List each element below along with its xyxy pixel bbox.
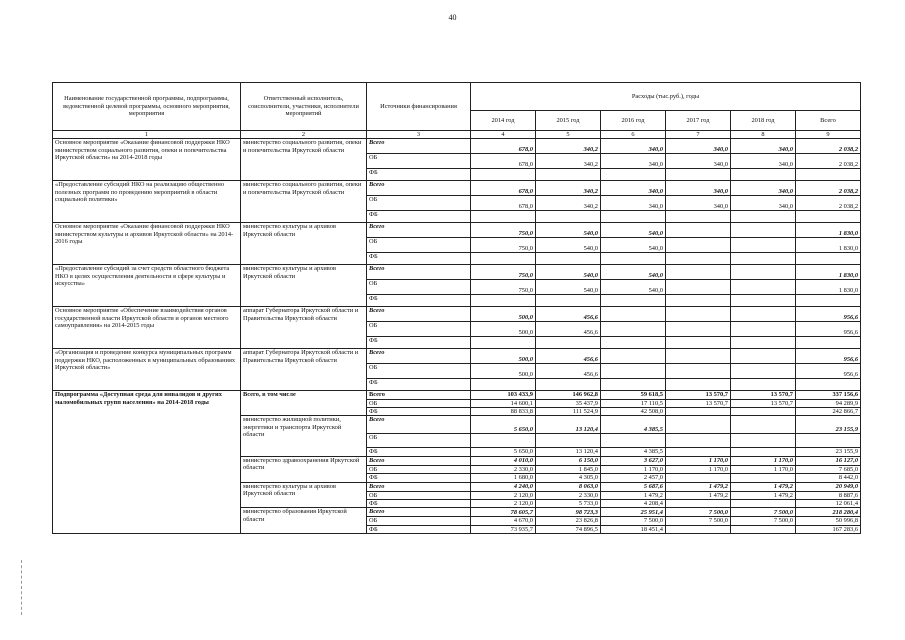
value-cell bbox=[471, 434, 536, 448]
value-cell: 750,0 bbox=[471, 280, 536, 295]
column-number: 7 bbox=[666, 131, 731, 139]
value-cell: 23 155,9 bbox=[796, 416, 861, 434]
value-cell bbox=[471, 211, 536, 223]
header-source-col: Источники финансирования bbox=[367, 83, 471, 131]
executor-name: министерство социального развития, опеки и попечительства Иркутской области bbox=[241, 181, 367, 223]
funding-source: ФБ bbox=[367, 448, 471, 456]
column-number: 6 bbox=[601, 131, 666, 139]
value-cell: 540,0 bbox=[601, 223, 666, 238]
value-cell bbox=[601, 337, 666, 349]
value-cell bbox=[666, 379, 731, 391]
value-cell bbox=[731, 349, 796, 364]
value-cell: 500,0 bbox=[471, 322, 536, 337]
funding-source: ФБ bbox=[367, 408, 471, 416]
value-cell: 4 305,0 bbox=[536, 474, 601, 482]
value-cell bbox=[601, 364, 666, 379]
value-cell: 340,0 bbox=[731, 196, 796, 211]
funding-source: ОБ bbox=[367, 196, 471, 211]
funding-source: ФБ bbox=[367, 474, 471, 482]
value-cell bbox=[796, 295, 861, 307]
funding-source: ОБ bbox=[367, 434, 471, 448]
value-cell bbox=[796, 434, 861, 448]
measure-name: «Организация и проведение конкурса муниципальных программ поддержки НКО, расположенных в муниципальных образованиях Иркутской области» bbox=[53, 349, 241, 391]
value-cell bbox=[666, 211, 731, 223]
column-number: 4 bbox=[471, 131, 536, 139]
value-cell: 340,0 bbox=[666, 181, 731, 196]
column-number: 3 bbox=[367, 131, 471, 139]
funding-source: ФБ bbox=[367, 499, 471, 507]
value-cell: 1 479,2 bbox=[731, 491, 796, 499]
value-cell: 8 063,0 bbox=[536, 482, 601, 491]
value-cell: 1 680,0 bbox=[471, 474, 536, 482]
column-number: 5 bbox=[536, 131, 601, 139]
header-expenses: Расходы (тыс.руб.), годы bbox=[471, 83, 861, 111]
value-cell bbox=[731, 474, 796, 482]
funding-source: ОБ bbox=[367, 465, 471, 473]
value-cell bbox=[731, 499, 796, 507]
value-cell bbox=[666, 416, 731, 434]
value-cell: 4 208,4 bbox=[601, 499, 666, 507]
value-cell: 456,6 bbox=[536, 322, 601, 337]
value-cell: 5 733,0 bbox=[536, 499, 601, 507]
value-cell: 23 826,8 bbox=[536, 517, 601, 525]
budget-table-body bbox=[53, 83, 861, 534]
value-cell: 2 038,2 bbox=[796, 139, 861, 154]
value-cell bbox=[731, 238, 796, 253]
value-cell bbox=[666, 169, 731, 181]
value-cell: 103 433,9 bbox=[471, 391, 536, 399]
value-cell bbox=[796, 253, 861, 265]
value-cell bbox=[666, 525, 731, 533]
value-cell bbox=[731, 408, 796, 416]
value-cell bbox=[471, 169, 536, 181]
funding-source: ФБ bbox=[367, 211, 471, 223]
value-cell: 340,0 bbox=[601, 154, 666, 169]
value-cell bbox=[796, 337, 861, 349]
measure-name: Основное мероприятие «Оказание финансовой поддержки НКО министерством социального развития, опеки и попечительства Иркутской области» на 2014-2018 годы bbox=[53, 139, 241, 181]
value-cell: 7 685,0 bbox=[796, 465, 861, 473]
executor-name: министерство образования Иркутской области bbox=[241, 508, 367, 534]
value-cell: 13 120,4 bbox=[536, 448, 601, 456]
value-cell: 540,0 bbox=[601, 280, 666, 295]
value-cell bbox=[666, 499, 731, 507]
funding-source: Всего bbox=[367, 349, 471, 364]
table-row bbox=[53, 307, 861, 322]
value-cell bbox=[731, 337, 796, 349]
value-cell bbox=[601, 211, 666, 223]
value-cell: 4 385,5 bbox=[601, 416, 666, 434]
header-year: 2016 год bbox=[601, 111, 666, 131]
value-cell: 540,0 bbox=[536, 223, 601, 238]
header-executor-col: Ответственный исполнитель, соисполнители, участники, исполнители мероприятий bbox=[241, 83, 367, 131]
value-cell: 340,2 bbox=[536, 196, 601, 211]
value-cell: 2 038,2 bbox=[796, 181, 861, 196]
value-cell: 5 650,0 bbox=[471, 448, 536, 456]
value-cell: 13 120,4 bbox=[536, 416, 601, 434]
funding-source: ФБ bbox=[367, 295, 471, 307]
funding-source: ФБ bbox=[367, 525, 471, 533]
value-cell bbox=[536, 253, 601, 265]
budget-table bbox=[52, 82, 861, 534]
funding-source: Всего bbox=[367, 482, 471, 491]
executor-name: Всего, в том числе bbox=[241, 391, 367, 416]
executor-name: министерство культуры и архивов Иркутской области bbox=[241, 482, 367, 508]
value-cell bbox=[666, 364, 731, 379]
value-cell: 13 570,7 bbox=[731, 391, 796, 399]
value-cell bbox=[601, 379, 666, 391]
value-cell: 500,0 bbox=[471, 364, 536, 379]
header-row-numbers bbox=[53, 131, 861, 139]
funding-source: ОБ bbox=[367, 364, 471, 379]
value-cell bbox=[731, 364, 796, 379]
value-cell: 340,2 bbox=[536, 181, 601, 196]
value-cell: 1 170,0 bbox=[601, 465, 666, 473]
value-cell: 678,0 bbox=[471, 139, 536, 154]
value-cell bbox=[731, 223, 796, 238]
value-cell bbox=[731, 379, 796, 391]
value-cell bbox=[601, 253, 666, 265]
funding-source: ОБ bbox=[367, 280, 471, 295]
value-cell bbox=[666, 238, 731, 253]
value-cell bbox=[666, 307, 731, 322]
value-cell: 1 830,0 bbox=[796, 265, 861, 280]
measure-name: «Предоставление субсидий НКО на реализацию общественно полезных программ по проведению мероприятий в области социальной политики» bbox=[53, 181, 241, 223]
value-cell bbox=[731, 253, 796, 265]
value-cell bbox=[666, 474, 731, 482]
table-row bbox=[53, 349, 861, 364]
budget-table-sheet bbox=[52, 82, 860, 534]
value-cell: 2 120,0 bbox=[471, 499, 536, 507]
funding-source: Всего bbox=[367, 139, 471, 154]
value-cell: 42 508,0 bbox=[601, 408, 666, 416]
funding-source: Всего bbox=[367, 391, 471, 399]
column-number: 8 bbox=[731, 131, 796, 139]
table-row bbox=[53, 181, 861, 196]
value-cell: 750,0 bbox=[471, 223, 536, 238]
measure-name: «Предоставление субсидий за счет средств областного бюджета НКО в целях осуществления деятельности в сфере культуры и искусства» bbox=[53, 265, 241, 307]
value-cell bbox=[471, 295, 536, 307]
value-cell: 7 500,0 bbox=[666, 508, 731, 517]
value-cell bbox=[666, 448, 731, 456]
funding-source: Всего bbox=[367, 416, 471, 434]
value-cell: 94 289,9 bbox=[796, 399, 861, 407]
value-cell: 74 896,5 bbox=[536, 525, 601, 533]
page-number: 40 bbox=[448, 13, 457, 22]
measure-name: Основное мероприятие «Оказание финансовой поддержки НКО министерством культуры и архивов Иркутской области» на 2014-2016 годы bbox=[53, 223, 241, 265]
value-cell: 1 170,0 bbox=[731, 465, 796, 473]
value-cell: 337 156,6 bbox=[796, 391, 861, 399]
column-number: 2 bbox=[241, 131, 367, 139]
value-cell bbox=[601, 169, 666, 181]
value-cell: 242 866,7 bbox=[796, 408, 861, 416]
funding-source: Всего bbox=[367, 181, 471, 196]
value-cell: 540,0 bbox=[536, 238, 601, 253]
value-cell: 7 500,0 bbox=[731, 508, 796, 517]
value-cell bbox=[796, 169, 861, 181]
value-cell: 6 150,0 bbox=[536, 456, 601, 465]
value-cell bbox=[731, 525, 796, 533]
value-cell: 340,0 bbox=[601, 181, 666, 196]
value-cell: 456,6 bbox=[536, 349, 601, 364]
table-row bbox=[53, 265, 861, 280]
value-cell bbox=[601, 307, 666, 322]
value-cell: 20 949,0 bbox=[796, 482, 861, 491]
value-cell bbox=[471, 253, 536, 265]
value-cell: 2 038,2 bbox=[796, 154, 861, 169]
value-cell bbox=[666, 434, 731, 448]
value-cell: 16 127,0 bbox=[796, 456, 861, 465]
value-cell: 500,0 bbox=[471, 307, 536, 322]
table-row bbox=[53, 223, 861, 238]
value-cell: 750,0 bbox=[471, 265, 536, 280]
value-cell: 340,0 bbox=[731, 154, 796, 169]
value-cell bbox=[666, 253, 731, 265]
value-cell: 12 061,4 bbox=[796, 499, 861, 507]
value-cell: 340,0 bbox=[601, 139, 666, 154]
value-cell: 956,6 bbox=[796, 322, 861, 337]
value-cell: 1 479,2 bbox=[601, 491, 666, 499]
value-cell bbox=[536, 169, 601, 181]
value-cell: 340,0 bbox=[601, 196, 666, 211]
value-cell bbox=[731, 434, 796, 448]
value-cell: 1 830,0 bbox=[796, 238, 861, 253]
value-cell: 35 437,9 bbox=[536, 399, 601, 407]
value-cell: 540,0 bbox=[536, 280, 601, 295]
funding-source: Всего bbox=[367, 223, 471, 238]
value-cell bbox=[536, 211, 601, 223]
value-cell: 1 830,0 bbox=[796, 280, 861, 295]
value-cell bbox=[601, 349, 666, 364]
subprogram-name: Подпрограмма «Доступная среда для инвалидов и других маломобильных групп населения» на 2014-2018 годы bbox=[53, 391, 241, 534]
value-cell: 1 479,2 bbox=[666, 482, 731, 491]
value-cell: 5 650,0 bbox=[471, 416, 536, 434]
funding-source: ФБ bbox=[367, 337, 471, 349]
value-cell: 8 442,0 bbox=[796, 474, 861, 482]
value-cell: 750,0 bbox=[471, 238, 536, 253]
header-year: 2017 год bbox=[666, 111, 731, 131]
value-cell bbox=[796, 211, 861, 223]
value-cell: 13 570,7 bbox=[666, 399, 731, 407]
value-cell: 2 330,0 bbox=[471, 465, 536, 473]
value-cell bbox=[471, 337, 536, 349]
value-cell: 1 479,2 bbox=[731, 482, 796, 491]
value-cell: 8 887,6 bbox=[796, 491, 861, 499]
value-cell: 340,2 bbox=[536, 139, 601, 154]
value-cell bbox=[666, 408, 731, 416]
value-cell: 146 962,8 bbox=[536, 391, 601, 399]
value-cell: 456,6 bbox=[536, 307, 601, 322]
executor-name: министерство культуры и архивов Иркутской области bbox=[241, 265, 367, 307]
value-cell bbox=[666, 337, 731, 349]
value-cell: 14 600,1 bbox=[471, 399, 536, 407]
header-year: 2014 год bbox=[471, 111, 536, 131]
value-cell: 1 170,0 bbox=[666, 456, 731, 465]
value-cell: 678,0 bbox=[471, 181, 536, 196]
value-cell bbox=[536, 337, 601, 349]
value-cell bbox=[471, 379, 536, 391]
value-cell: 59 618,5 bbox=[601, 391, 666, 399]
value-cell: 7 500,0 bbox=[731, 517, 796, 525]
value-cell: 25 951,4 bbox=[601, 508, 666, 517]
funding-source: ФБ bbox=[367, 253, 471, 265]
funding-source: ОБ bbox=[367, 322, 471, 337]
value-cell: 2 457,0 bbox=[601, 474, 666, 482]
value-cell: 340,0 bbox=[666, 139, 731, 154]
value-cell: 1 479,2 bbox=[666, 491, 731, 499]
value-cell: 23 155,9 bbox=[796, 448, 861, 456]
value-cell bbox=[666, 295, 731, 307]
value-cell: 4 010,0 bbox=[471, 456, 536, 465]
value-cell: 340,0 bbox=[731, 181, 796, 196]
funding-source: Всего bbox=[367, 307, 471, 322]
value-cell: 500,0 bbox=[471, 349, 536, 364]
executor-name: аппарат Губернатора Иркутской области и Правительства Иркутской области bbox=[241, 307, 367, 349]
funding-source: Всего bbox=[367, 508, 471, 517]
header-year: 2015 год bbox=[536, 111, 601, 131]
value-cell bbox=[731, 169, 796, 181]
value-cell: 13 570,7 bbox=[666, 391, 731, 399]
value-cell: 1 830,0 bbox=[796, 223, 861, 238]
value-cell: 678,0 bbox=[471, 154, 536, 169]
value-cell bbox=[731, 211, 796, 223]
value-cell: 73 935,7 bbox=[471, 525, 536, 533]
value-cell: 956,6 bbox=[796, 307, 861, 322]
funding-source: ФБ bbox=[367, 169, 471, 181]
value-cell: 7 500,0 bbox=[666, 517, 731, 525]
value-cell: 218 280,4 bbox=[796, 508, 861, 517]
value-cell bbox=[796, 379, 861, 391]
value-cell: 2 330,0 bbox=[536, 491, 601, 499]
value-cell: 678,0 bbox=[471, 196, 536, 211]
value-cell: 1 170,0 bbox=[731, 456, 796, 465]
executor-name: аппарат Губернатора Иркутской области и Правительства Иркутской области bbox=[241, 349, 367, 391]
value-cell: 540,0 bbox=[601, 265, 666, 280]
value-cell: 540,0 bbox=[601, 238, 666, 253]
table-row bbox=[53, 139, 861, 154]
header-year: 2018 год bbox=[731, 111, 796, 131]
value-cell bbox=[731, 295, 796, 307]
value-cell: 2 038,2 bbox=[796, 196, 861, 211]
value-cell bbox=[731, 265, 796, 280]
value-cell: 340,0 bbox=[731, 139, 796, 154]
value-cell bbox=[601, 295, 666, 307]
value-cell: 540,0 bbox=[536, 265, 601, 280]
funding-source: ОБ bbox=[367, 238, 471, 253]
value-cell: 50 996,8 bbox=[796, 517, 861, 525]
table-row bbox=[53, 391, 861, 399]
funding-source: ФБ bbox=[367, 379, 471, 391]
column-number: 9 bbox=[796, 131, 861, 139]
value-cell bbox=[666, 223, 731, 238]
value-cell: 78 605,7 bbox=[471, 508, 536, 517]
value-cell: 1 845,0 bbox=[536, 465, 601, 473]
measure-name: Основное мероприятие «Обеспечение взаимодействия органов государственной власти Иркутской области и органов местного самоуправления» на 2014-2015 годы bbox=[53, 307, 241, 349]
value-cell: 17 110,5 bbox=[601, 399, 666, 407]
header-total: Всего bbox=[796, 111, 861, 131]
value-cell bbox=[601, 434, 666, 448]
value-cell bbox=[601, 322, 666, 337]
executor-name: министерство социального развития, опеки и попечительства Иркутской области bbox=[241, 139, 367, 181]
value-cell: 4 240,0 bbox=[471, 482, 536, 491]
value-cell: 340,2 bbox=[536, 154, 601, 169]
value-cell bbox=[666, 349, 731, 364]
header-row-top bbox=[53, 83, 861, 111]
value-cell bbox=[666, 322, 731, 337]
executor-name: министерство культуры и архивов Иркутской области bbox=[241, 223, 367, 265]
value-cell bbox=[731, 322, 796, 337]
value-cell bbox=[731, 448, 796, 456]
value-cell: 88 833,8 bbox=[471, 408, 536, 416]
value-cell: 4 670,0 bbox=[471, 517, 536, 525]
value-cell bbox=[666, 265, 731, 280]
value-cell: 5 687,6 bbox=[601, 482, 666, 491]
value-cell: 18 451,4 bbox=[601, 525, 666, 533]
value-cell bbox=[731, 280, 796, 295]
funding-source: Всего bbox=[367, 456, 471, 465]
value-cell: 167 283,6 bbox=[796, 525, 861, 533]
value-cell: 111 524,9 bbox=[536, 408, 601, 416]
executor-name: министерство здравоохранения Иркутской области bbox=[241, 456, 367, 482]
value-cell: 956,6 bbox=[796, 364, 861, 379]
value-cell: 4 385,5 bbox=[601, 448, 666, 456]
funding-source: ОБ bbox=[367, 491, 471, 499]
value-cell: 340,0 bbox=[666, 154, 731, 169]
value-cell: 456,6 bbox=[536, 364, 601, 379]
executor-name: министерство жилищной политики, энергетики и транспорта Иркутской области bbox=[241, 416, 367, 456]
value-cell bbox=[731, 307, 796, 322]
value-cell: 1 170,0 bbox=[666, 465, 731, 473]
margin-scan-mark bbox=[21, 560, 23, 615]
value-cell: 98 723,3 bbox=[536, 508, 601, 517]
value-cell: 2 120,0 bbox=[471, 491, 536, 499]
value-cell: 956,6 bbox=[796, 349, 861, 364]
funding-source: Всего bbox=[367, 265, 471, 280]
funding-source: ОБ bbox=[367, 517, 471, 525]
column-number: 1 bbox=[53, 131, 241, 139]
value-cell: 7 500,0 bbox=[601, 517, 666, 525]
funding-source: ОБ bbox=[367, 154, 471, 169]
value-cell bbox=[536, 434, 601, 448]
value-cell: 340,0 bbox=[666, 196, 731, 211]
value-cell bbox=[536, 295, 601, 307]
value-cell: 3 627,0 bbox=[601, 456, 666, 465]
value-cell: 13 570,7 bbox=[731, 399, 796, 407]
funding-source: ОБ bbox=[367, 399, 471, 407]
value-cell bbox=[731, 416, 796, 434]
header-name-col: Наименование государственной программы, подпрограммы, ведомственной целевой программы, основного мероприятия, мероприятия bbox=[53, 83, 241, 131]
value-cell bbox=[536, 379, 601, 391]
value-cell bbox=[666, 280, 731, 295]
